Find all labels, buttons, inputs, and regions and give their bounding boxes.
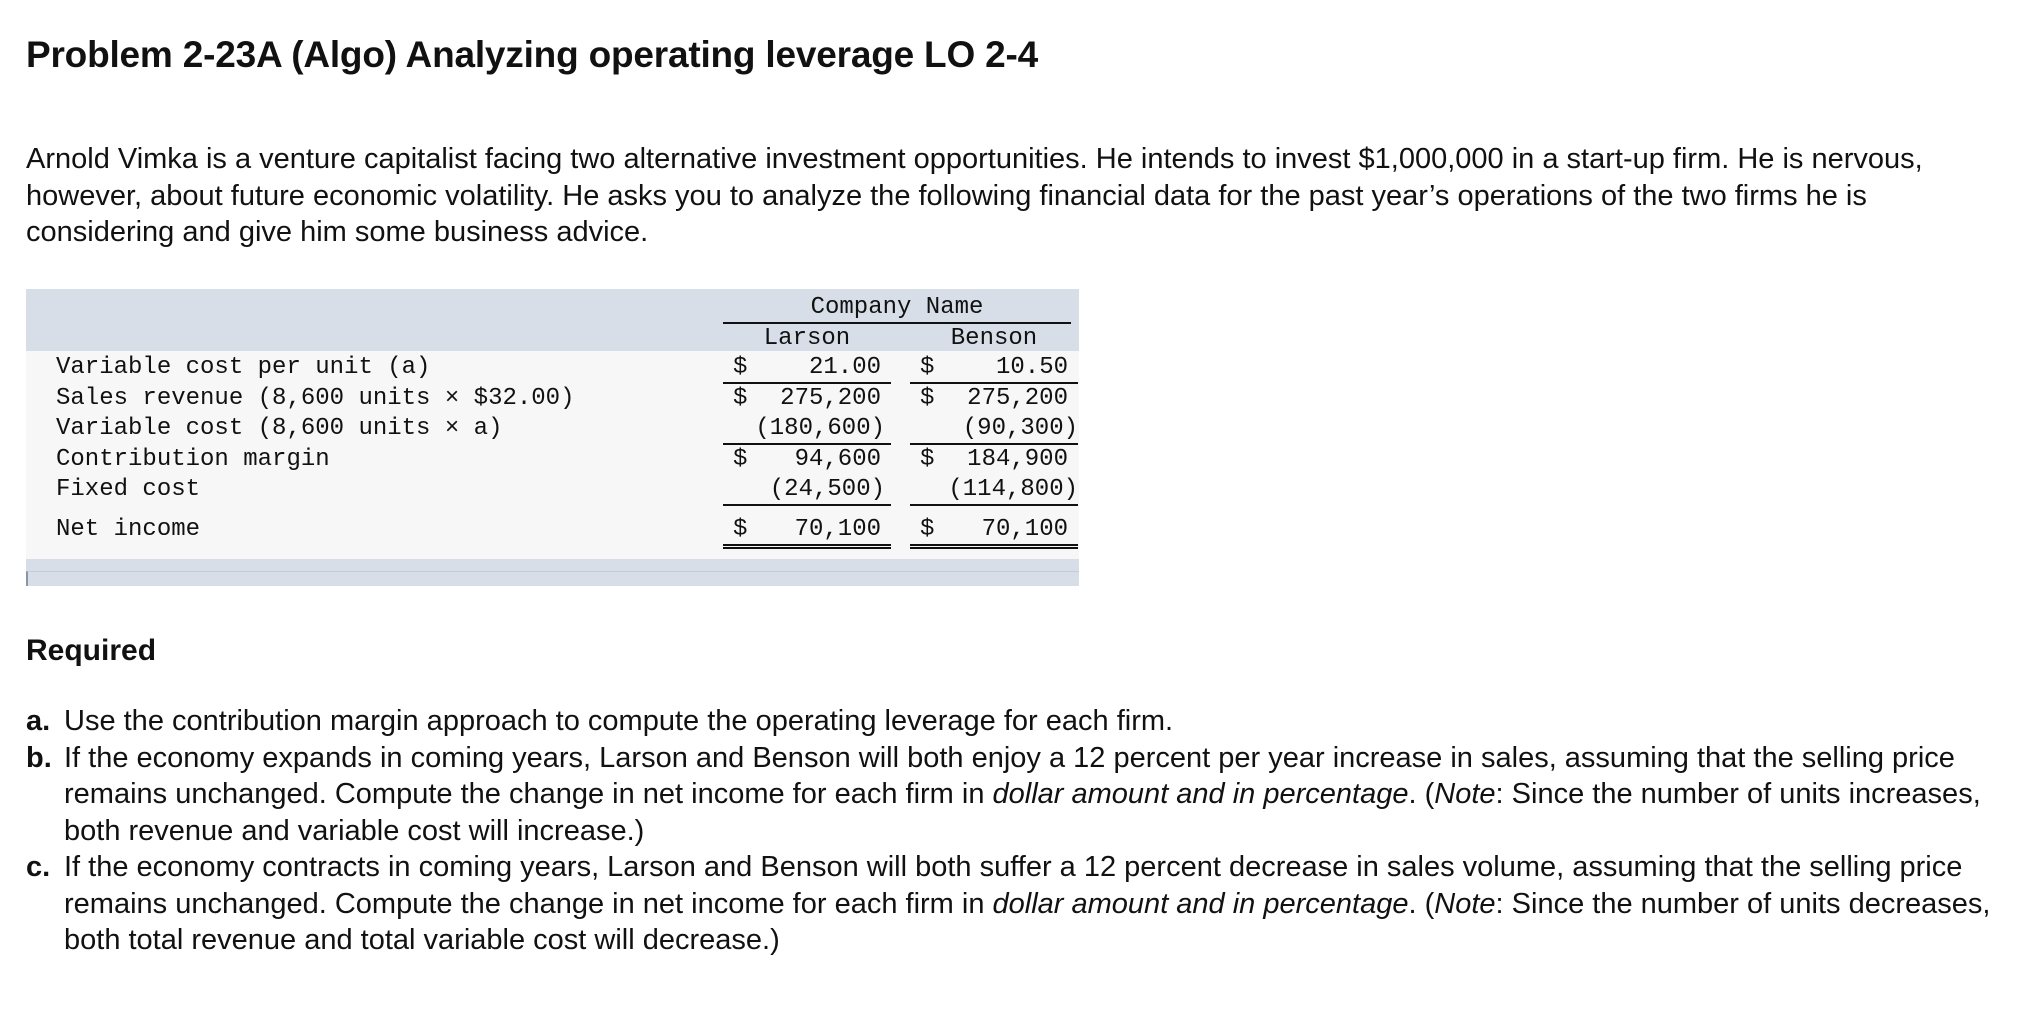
- dollar-sign: $: [920, 354, 935, 381]
- larson-value: 21.00: [808, 354, 881, 381]
- larson-variable-cost: [723, 415, 891, 445]
- page-title: Problem 2-23A (Algo) Analyzing operating leverage LO 2-4: [26, 34, 1038, 75]
- requirement-text: . (: [1408, 887, 1435, 920]
- intro-paragraph: Arnold Vimka is a venture capitalist facing two alternative investment opportunities. He intends to invest $1,000,000 in a start-up firm. He is nervous, however, about future economic volatility. He asks you to analyze the following financial data for the past year’s operations of the two firms he is considering and give him some business advice.: [26, 143, 1923, 248]
- requirement-emphasis: dollar amount and in percentage: [992, 778, 1409, 810]
- larson-net-income: [723, 516, 891, 549]
- requirement-letter: b.: [26, 741, 52, 774]
- benson-value: 275,200: [967, 385, 1068, 412]
- requirements-list: [26, 703, 2011, 959]
- requirement-text: . (: [1408, 778, 1435, 810]
- benson-variable-cost-per-unit: [910, 354, 1078, 384]
- required-heading: Required: [26, 634, 157, 667]
- benson-fixed-cost: [910, 476, 1078, 506]
- row-label-fixed-cost: Fixed cost: [56, 476, 201, 503]
- dollar-sign: $: [733, 354, 748, 381]
- larson-value: 94,600: [794, 446, 881, 473]
- benson-value: (90,300): [962, 415, 1078, 442]
- benson-value: 10.50: [995, 354, 1068, 381]
- dollar-sign: $: [920, 516, 935, 543]
- larson-fixed-cost: [723, 476, 891, 506]
- benson-sales-revenue: [910, 385, 1078, 413]
- benson-value: 184,900: [967, 446, 1068, 473]
- larson-value: (180,600): [755, 415, 885, 442]
- larson-column-header: Larson: [763, 325, 851, 352]
- larson-variable-cost-per-unit: [723, 354, 891, 384]
- larson-value: (24,500): [769, 476, 885, 503]
- requirement-text: Use the contribution margin approach to compute the operating leverage for each firm.: [64, 705, 1174, 737]
- requirement-letter: c.: [26, 851, 51, 883]
- requirement-c: [26, 849, 2011, 959]
- row-label-variable-cost-per-unit: Variable cost per unit (a): [56, 354, 431, 381]
- benson-contribution-margin: [910, 446, 1078, 474]
- row-label-net-income: Net income: [56, 516, 201, 543]
- larson-value: 275,200: [780, 385, 881, 412]
- row-label-contribution-margin: Contribution margin: [56, 446, 330, 473]
- benson-variable-cost: [910, 415, 1078, 445]
- note-label: Note: [1434, 778, 1496, 810]
- larson-value: 70,100: [794, 516, 881, 543]
- requirement-b: [26, 740, 2011, 850]
- dollar-sign: $: [920, 385, 935, 412]
- requirement-emphasis: dollar amount and in percentage: [992, 887, 1409, 920]
- benson-value: 70,100: [981, 516, 1068, 543]
- benson-value: (114,800): [948, 476, 1078, 503]
- benson-column-header: Benson: [950, 325, 1038, 352]
- requirement-letter: a.: [26, 705, 51, 737]
- requirement-a: [26, 703, 2011, 740]
- dollar-sign: $: [733, 385, 748, 412]
- requirement-text: If the economy expands in coming years, Larson and Benson will both enjoy a 12 percent per year increase in sales, assuming that the selling price remains unchanged. Compute the change in net income for each firm in: [64, 741, 1955, 810]
- larson-sales-revenue: [723, 385, 891, 413]
- row-label-variable-cost: Variable cost (8,600 units × a): [56, 415, 503, 442]
- requirement-text: : Since the number of units decreases, both total revenue and total variable cost will decrease.): [64, 887, 1991, 956]
- company-name-header: Company Name: [723, 294, 1071, 324]
- dollar-sign: $: [733, 446, 748, 473]
- row-label-sales-revenue: Sales revenue (8,600 units × $32.00): [56, 385, 575, 412]
- requirement-text: If the economy contracts in coming years, Larson and Benson will both suffer a 12 percent decrease in sales volume, assuming that the selling price remains unchanged. Compute the change in net income for each firm in: [64, 851, 1963, 920]
- benson-net-income: [910, 516, 1078, 549]
- note-label: Note: [1434, 887, 1496, 920]
- dollar-sign: $: [733, 516, 748, 543]
- requirement-text: : Since the number of units increases, both revenue and variable cost will increase.): [64, 778, 1981, 847]
- dollar-sign: $: [920, 446, 935, 473]
- larson-contribution-margin: [723, 446, 891, 474]
- financial-data-table: [26, 289, 1079, 586]
